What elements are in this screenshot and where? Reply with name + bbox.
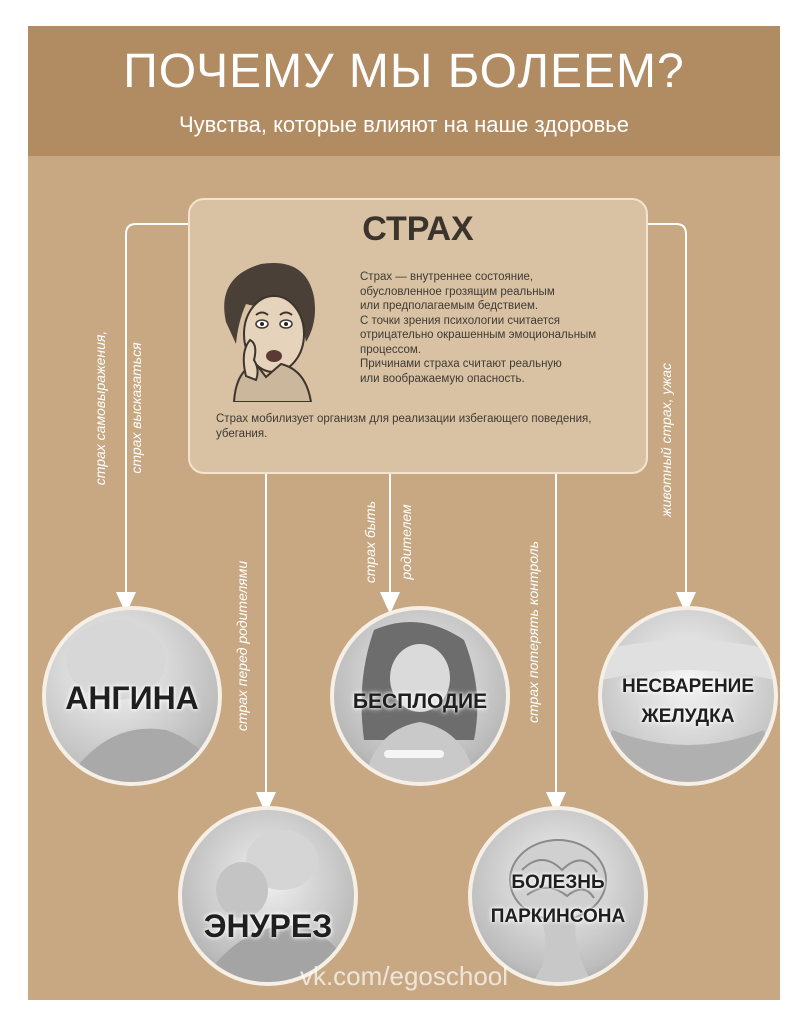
poster (28, 26, 780, 1000)
branch-label-parent: родителем (398, 504, 414, 580)
branch-label-parents: страх перед родителями (234, 560, 250, 732)
branch-label-animal-fear: животный страх, ужас (658, 363, 674, 517)
branch-label-speak-out: страх высказаться (128, 342, 144, 474)
branch-label-control: страх потерять контроль (525, 540, 541, 724)
branch-label-self-expression: страх самовыражения, (92, 330, 108, 486)
illness-angina (42, 606, 222, 786)
page-subtitle: Чувства, которые влияют на наше здоровье (178, 112, 629, 137)
fear-box (188, 198, 648, 474)
illness-label-parkinson: БОЛЕЗНЬ ПАРКИНСОНА (490, 872, 626, 927)
fear-description: Страх — внутреннее состояние, обусловленное грозящим реальным или предполагаемым бедствием. С точки зрения психологии считается отрицательно окрашенным эмоциональным процессом. Причинами страха считают реальную или воображаемую опасность. (360, 271, 597, 385)
fear-mobilization-text: Страх мобилизует организм для реализации избегающего поведения, убегания. (216, 413, 592, 440)
enuresis-photo-shading (182, 810, 354, 982)
watermark: vk.com/egoschool (299, 961, 509, 991)
illness-label-enuresis: ЭНУРЕЗ (203, 908, 333, 944)
frightened-woman-illustration (206, 252, 336, 402)
illness-label-angina: АНГИНА (65, 680, 199, 716)
illness-parkinson (468, 806, 648, 986)
branch-label-being: страх быть (362, 500, 378, 584)
illness-indigestion (598, 606, 778, 786)
illness-label-infertility: БЕСПЛОДИЕ (352, 690, 488, 713)
illness-infertility (330, 606, 510, 786)
illness-label-indigestion: НЕСВАРЕНИЕ ЖЕЛУДКА (621, 676, 754, 727)
fear-title: СТРАХ (362, 210, 474, 248)
illness-enuresis (178, 806, 358, 986)
page-title: ПОЧЕМУ МЫ БОЛЕЕМ? (123, 45, 685, 98)
